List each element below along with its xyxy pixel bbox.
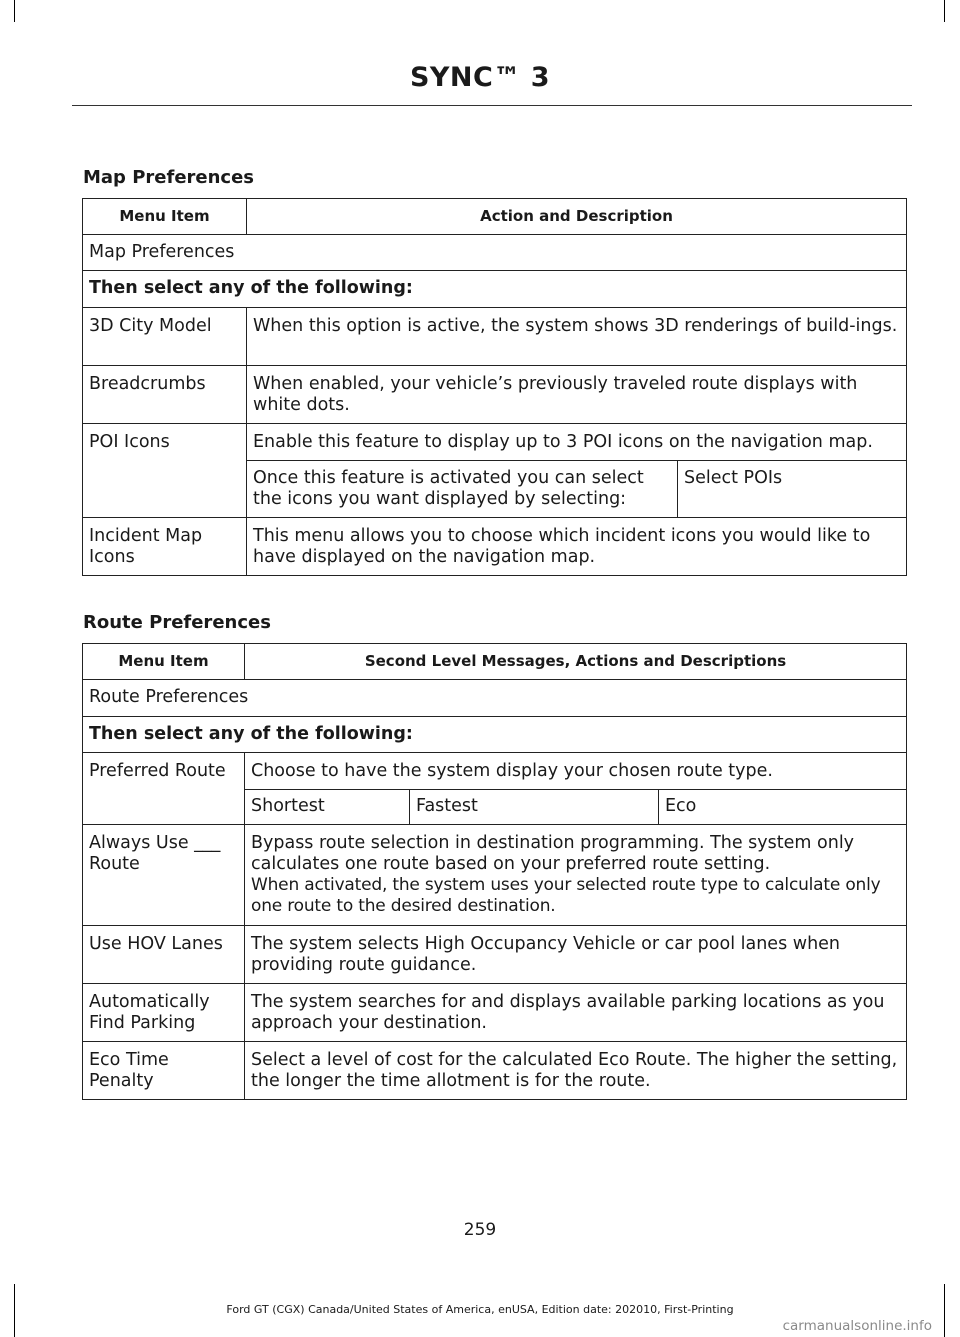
- menu-item-cell: Use HOV Lanes: [83, 926, 245, 984]
- select-instruction-cell: Then select any of the following:: [83, 271, 907, 308]
- table-header-row: [83, 644, 907, 680]
- route-preferences-heading: Route Preferences: [83, 612, 271, 633]
- crop-mark-top-right: [944, 0, 945, 22]
- option-cell-eco: Eco: [659, 790, 907, 825]
- column-header-action: Action and Description: [247, 199, 907, 235]
- crop-mark-top-left: [14, 0, 15, 22]
- edition-footer: Ford GT (CGX) Canada/United States of America, enUSA, Edition date: 202010, First-Printing: [226, 1303, 734, 1316]
- column-header-menu-item: Menu Item: [83, 199, 247, 235]
- description-paragraph: Bypass route selection in destination programming. The system only calculates one route based on your preferred route setting.: [251, 833, 855, 874]
- page-header-title: SYNC™ 3: [409, 62, 551, 93]
- menu-path-cell: Map Preferences: [83, 235, 907, 271]
- menu-item-cell: Incident Map Icons: [83, 518, 247, 576]
- table-row: [83, 825, 907, 926]
- page-number: 259: [463, 1220, 497, 1240]
- sub-description-cell: Once this feature is activated you can select the icons you want displayed by selecting:: [247, 461, 678, 518]
- column-header-action: Second Level Messages, Actions and Descriptions: [245, 644, 907, 680]
- site-watermark: carmanualsonline.info: [782, 1318, 932, 1334]
- description-cell: When this option is active, the system shows 3D renderings of build-ings.: [247, 308, 907, 366]
- table-row: [83, 518, 907, 576]
- menu-item-cell: 3D City Model: [83, 308, 247, 366]
- map-preferences-table: [82, 198, 907, 576]
- table-row: [83, 366, 907, 424]
- description-cell: The system selects High Occupancy Vehicle or car pool lanes when providing route guidance.: [245, 926, 907, 984]
- menu-item-cell: Breadcrumbs: [83, 366, 247, 424]
- table-row: [83, 717, 907, 753]
- table-row: [83, 235, 907, 271]
- table-row: [83, 308, 907, 366]
- menu-item-cell: Automatically Find Parking: [83, 984, 245, 1042]
- table-row: [83, 424, 907, 461]
- description-cell: Select a level of cost for the calculated Eco Route. The higher the setting, the longer the time allotment is for the route.: [245, 1042, 907, 1100]
- map-preferences-heading: Map Preferences: [83, 167, 255, 188]
- table-row: [83, 1042, 907, 1100]
- menu-path-cell: Route Preferences: [83, 680, 907, 717]
- sub-value-cell: Select POIs: [678, 461, 907, 518]
- table-header-row: [83, 199, 907, 235]
- menu-item-cell: Eco Time Penalty: [83, 1042, 245, 1100]
- description-paragraph: When activated, the system uses your selected route type to calculate only one route to the desired destination.: [251, 875, 881, 916]
- table-row: [83, 984, 907, 1042]
- option-cell-shortest: Shortest: [245, 790, 410, 825]
- menu-item-cell: POI Icons: [83, 424, 247, 518]
- header-divider: [72, 105, 912, 106]
- description-cell: [245, 825, 907, 926]
- description-cell: Choose to have the system display your chosen route type.: [245, 753, 907, 790]
- menu-item-cell: Always Use ___ Route: [83, 825, 245, 926]
- column-header-menu-item: Menu Item: [83, 644, 245, 680]
- table-row: [83, 271, 907, 308]
- description-cell: The system searches for and displays available parking locations as you approach your destination.: [245, 984, 907, 1042]
- select-instruction-cell: Then select any of the following:: [83, 717, 907, 753]
- description-cell: Enable this feature to display up to 3 POI icons on the navigation map.: [247, 424, 907, 461]
- description-cell: This menu allows you to choose which incident icons you would like to have displayed on the navigation map.: [247, 518, 907, 576]
- route-preferences-table: [82, 643, 907, 1100]
- description-cell: When enabled, your vehicle’s previously traveled route displays with white dots.: [247, 366, 907, 424]
- menu-item-cell: Preferred Route: [83, 753, 245, 825]
- table-row: [83, 753, 907, 790]
- table-row: [83, 926, 907, 984]
- option-cell-fastest: Fastest: [410, 790, 659, 825]
- table-row: [83, 680, 907, 717]
